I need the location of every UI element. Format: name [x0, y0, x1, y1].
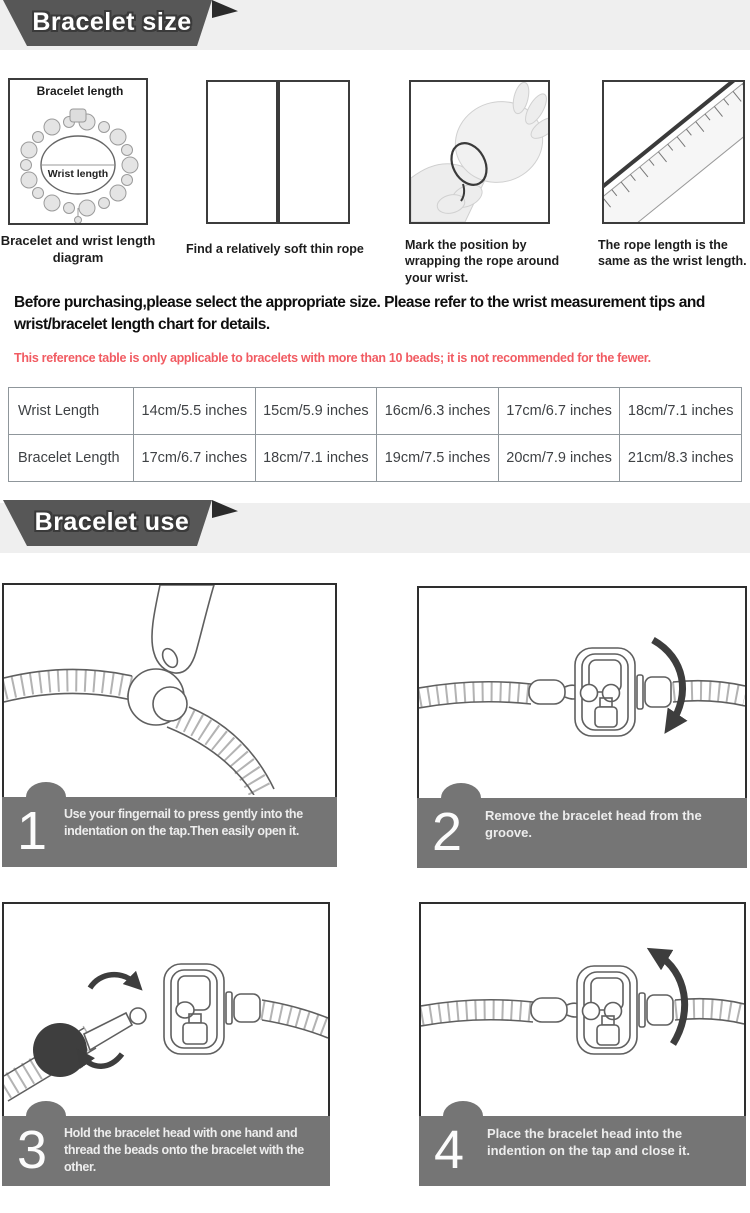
step-caption: Hold the bracelet head with one hand and thread the beads onto the bracelet with the other.: [64, 1126, 304, 1174]
step4-illustration: [421, 904, 744, 1114]
table-cell: 20cm/7.9 inches: [498, 435, 620, 482]
ruler-image: [602, 80, 745, 224]
figure-caption-mark: Mark the position by wrapping the rope around your wrist.: [405, 238, 560, 285]
intro-text: Before purchasing,please select the appropriate size. Please refer to the wrist measurement tips and wrist/bracelet length chart for details.: [14, 294, 705, 333]
bracelet-diagram: [10, 80, 146, 223]
table-cell: 18cm/7.1 inches: [620, 388, 742, 435]
finger-shape: [152, 585, 214, 673]
notice-text: This reference table is only applicable to bracelets with more than 10 beads; it is not recommended for the fewer.: [14, 351, 651, 365]
wrist-wrap-image: [409, 80, 550, 224]
step-caption: Place the bracelet head into the indention on the tap and close it.: [487, 1126, 690, 1159]
figure-caption-ruler: The rope length is the same as the wrist length.: [598, 238, 747, 269]
step-caption-bar: [2, 797, 337, 867]
wrist-wrap-illustration: [411, 82, 548, 222]
charm-drop: [75, 217, 82, 224]
row-header-wrist: Wrist Length: [9, 388, 134, 435]
bracelet-length-label: Bracelet length: [36, 84, 124, 98]
rope-image: [206, 80, 350, 224]
table-cell: 17cm/6.7 inches: [134, 435, 256, 482]
use-banner-title: Bracelet use: [34, 508, 190, 536]
step-panel-1: [2, 583, 337, 867]
step-caption-bar: [417, 798, 747, 868]
table-cell: 14cm/5.5 inches: [134, 388, 256, 435]
step-panel-2: [417, 586, 747, 868]
table-cell: 17cm/6.7 inches: [498, 388, 620, 435]
step-panel-4: [419, 902, 746, 1186]
rope-graphic: [276, 82, 280, 222]
bracelet-pin: [84, 1013, 132, 1050]
table-cell: 15cm/5.9 inches: [255, 388, 377, 435]
table-cell: 19cm/7.5 inches: [377, 435, 499, 482]
table-cell: 18cm/7.1 inches: [255, 435, 377, 482]
wrist-length-label: Wrist length: [47, 168, 109, 180]
step-number: 2: [432, 802, 463, 862]
figure-caption-rope: Find a relatively soft thin rope: [186, 242, 364, 256]
step-caption-bar: [419, 1116, 746, 1186]
dark-bead: [33, 1023, 87, 1077]
step2-illustration: [419, 588, 745, 796]
row-header-bracelet: Bracelet Length: [9, 435, 134, 482]
step-number: 4: [434, 1120, 465, 1180]
ruler-illustration: [604, 82, 743, 222]
bracelet-clasp-bead: [70, 109, 86, 122]
ruler-graphic: [604, 82, 743, 222]
size-table: [8, 387, 742, 482]
size-banner-title: Bracelet size: [32, 8, 192, 36]
table-row-wrist: [9, 388, 742, 435]
step3-illustration: [4, 904, 328, 1114]
rotate-arrow-icon: [90, 975, 136, 988]
table-cell: 16cm/6.3 inches: [377, 388, 499, 435]
table-cell: 21cm/8.3 inches: [620, 435, 742, 482]
step-caption-bar: [2, 1116, 330, 1186]
bracelet-diagram-image: [8, 78, 148, 225]
table-row-bracelet: [9, 435, 742, 482]
step-number: 3: [17, 1120, 48, 1180]
figure-caption-diagram: Bracelet and wrist length diagram: [0, 233, 156, 265]
rotate-arrow-icon: [82, 1054, 122, 1066]
step-panel-3: [2, 902, 330, 1186]
step-caption: Use your fingernail to press gently into the indentation on the tap.Then easily open it.: [64, 807, 303, 838]
step-caption: Remove the bracelet head from the groove.: [485, 808, 702, 841]
step-number: 1: [17, 801, 48, 861]
step1-illustration: [4, 585, 335, 795]
